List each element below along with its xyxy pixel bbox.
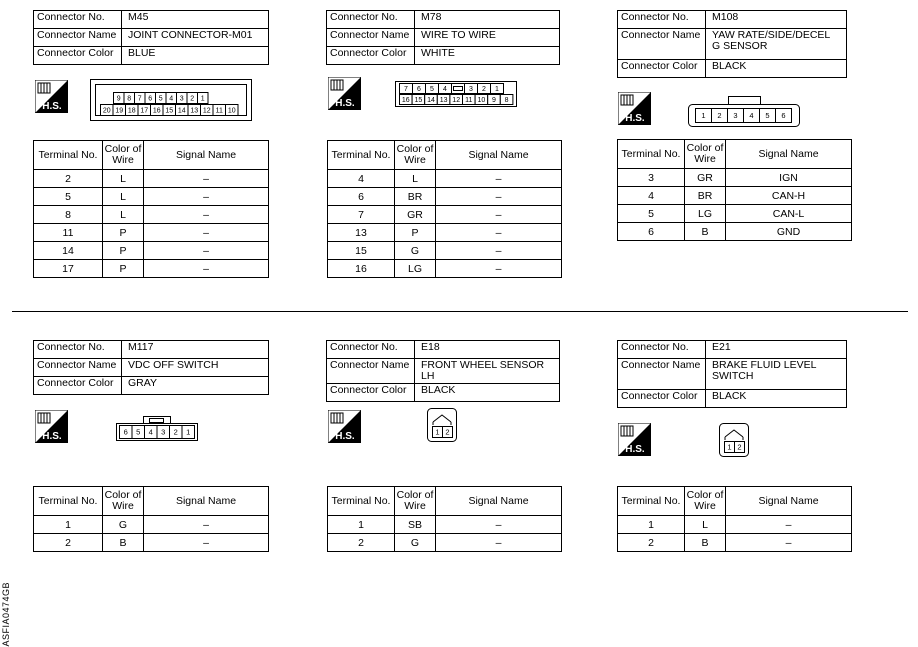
connector-name-label: Connector Name xyxy=(618,29,706,60)
table-row xyxy=(34,206,269,224)
signal-name-cell: – xyxy=(144,534,269,552)
signal-name-cell: CAN-L xyxy=(726,205,852,223)
connector-e18-face-diagram xyxy=(427,408,457,442)
pin-number: 6 xyxy=(148,95,153,103)
pin-number: 2 xyxy=(173,427,178,437)
connector-no-label: Connector No. xyxy=(34,11,122,29)
table-row xyxy=(618,169,852,187)
pin-number: 11 xyxy=(465,97,473,105)
signal-name-cell: GND xyxy=(726,223,852,241)
signal-name-cell: – xyxy=(436,170,562,188)
pin-number: 4 xyxy=(169,95,174,103)
table-row xyxy=(34,170,269,188)
connector-m45-pin-table xyxy=(33,140,269,278)
signal-name-cell: – xyxy=(436,260,562,278)
signal-name-cell: – xyxy=(726,534,852,552)
pin-number: 17 xyxy=(140,107,149,115)
pin-number: 3 xyxy=(161,427,166,437)
connector-color-label: Connector Color xyxy=(618,60,706,78)
wire-color-cell: LG xyxy=(685,205,726,223)
terminal-no-cell: 6 xyxy=(618,223,685,241)
connector-name-label: Connector Name xyxy=(34,359,122,377)
connector-name-label: Connector Name xyxy=(618,359,706,390)
wire-color-cell: GR xyxy=(395,206,436,224)
connector-color-label: Connector Color xyxy=(327,384,415,402)
pin-number: 13 xyxy=(439,97,448,105)
connector-color-label: Connector Color xyxy=(34,47,122,65)
connector-color-label: Connector Color xyxy=(327,47,415,65)
connector-no-label: Connector No. xyxy=(618,11,706,29)
connector-name-value: WIRE TO WIRE xyxy=(415,29,560,47)
wire-color-cell: G xyxy=(395,534,436,552)
connector-m108-pin-table xyxy=(617,139,852,241)
pin-number: 12 xyxy=(452,97,461,105)
wire-color-cell: G xyxy=(395,242,436,260)
signal-name-cell: – xyxy=(726,516,852,534)
signal-name-cell: IGN xyxy=(726,169,852,187)
connector-name-label: Connector Name xyxy=(34,29,122,47)
terminal-no-cell: 1 xyxy=(618,516,685,534)
terminal-no-cell: 2 xyxy=(34,170,103,188)
pin-number: 11 xyxy=(215,107,223,115)
pin-number: 1 xyxy=(200,95,205,103)
signal-name-cell: – xyxy=(144,188,269,206)
signal-name-header: Signal Name xyxy=(436,141,562,170)
connector-name-label: Connector Name xyxy=(327,29,415,47)
table-row xyxy=(328,242,562,260)
wire-color-cell: P xyxy=(103,224,144,242)
connector-e21-pin-table xyxy=(617,486,852,552)
connector-color-value: GRAY xyxy=(122,377,269,395)
pin-number: 10 xyxy=(477,97,486,105)
pin-number: 20 xyxy=(102,107,111,115)
color-of-wire-header: Color of Wire xyxy=(685,487,726,516)
wire-color-cell: LG xyxy=(395,260,436,278)
signal-name-cell: – xyxy=(436,242,562,260)
table-row xyxy=(34,516,269,534)
table-row xyxy=(618,205,852,223)
connector-name-label: Connector Name xyxy=(327,359,415,384)
terminal-no-cell: 2 xyxy=(618,534,685,552)
signal-name-cell: – xyxy=(144,516,269,534)
terminal-no-cell: 2 xyxy=(328,534,395,552)
harness-side-icon xyxy=(35,80,68,113)
table-row xyxy=(34,188,269,206)
terminal-no-cell: 4 xyxy=(618,187,685,205)
pin-number: 1 xyxy=(435,427,440,437)
connector-no-value: M45 xyxy=(122,11,269,29)
wire-color-cell: B xyxy=(685,534,726,552)
table-row xyxy=(328,260,562,278)
color-of-wire-header: Color of Wire xyxy=(395,487,436,516)
signal-name-header: Signal Name xyxy=(144,141,269,170)
wire-color-cell: L xyxy=(103,188,144,206)
table-row xyxy=(328,188,562,206)
pin-number: 15 xyxy=(414,97,423,105)
signal-name-cell: – xyxy=(436,206,562,224)
wire-color-cell: B xyxy=(685,223,726,241)
connector-color-value: WHITE xyxy=(415,47,560,65)
signal-name-cell: – xyxy=(436,516,562,534)
table-row xyxy=(618,223,852,241)
table-row xyxy=(328,224,562,242)
pin-number: 5 xyxy=(136,427,141,437)
hs-label: H.S. xyxy=(42,101,62,112)
connector-color-label: Connector Color xyxy=(618,390,706,408)
terminal-no-header: Terminal No. xyxy=(618,487,685,516)
connector-no-value: M117 xyxy=(122,341,269,359)
connector-e18-pin-table xyxy=(327,486,562,552)
wire-color-cell: B xyxy=(103,534,144,552)
hs-label: H.S. xyxy=(335,431,355,442)
connector-name-value: YAW RATE/SIDE/DECEL G SENSOR xyxy=(706,29,847,60)
signal-name-cell: – xyxy=(436,534,562,552)
table-row xyxy=(34,534,269,552)
pin-number: 5 xyxy=(158,95,163,103)
terminal-no-cell: 14 xyxy=(34,242,103,260)
terminal-no-header: Terminal No. xyxy=(328,141,395,170)
signal-name-header: Signal Name xyxy=(726,140,852,169)
pin-number: 1 xyxy=(701,111,706,121)
terminal-no-cell: 2 xyxy=(34,534,103,552)
connector-m108-face-diagram xyxy=(688,96,800,128)
wire-color-cell: L xyxy=(685,516,726,534)
pin-number: 6 xyxy=(417,86,421,94)
hs-label: H.S. xyxy=(335,98,355,109)
terminal-no-cell: 1 xyxy=(328,516,395,534)
wire-color-cell: G xyxy=(103,516,144,534)
pin-number: 3 xyxy=(179,95,184,103)
wire-color-cell: L xyxy=(103,170,144,188)
harness-side-icon xyxy=(328,410,361,443)
pin-number: 3 xyxy=(733,111,738,121)
terminal-no-cell: 8 xyxy=(34,206,103,224)
terminal-no-cell: 5 xyxy=(34,188,103,206)
terminal-no-cell: 16 xyxy=(328,260,395,278)
connector-color-value: BLACK xyxy=(706,390,847,408)
harness-side-icon xyxy=(328,77,361,110)
section-divider xyxy=(12,311,908,312)
signal-name-header: Signal Name xyxy=(726,487,852,516)
harness-side-icon xyxy=(618,92,651,125)
connector-m117-face-diagram xyxy=(116,413,198,441)
color-of-wire-header: Color of Wire xyxy=(103,141,144,170)
terminal-no-header: Terminal No. xyxy=(34,487,103,516)
connector-name-value: JOINT CONNECTOR-M01 xyxy=(122,29,269,47)
connector-color-value: BLACK xyxy=(706,60,847,78)
terminal-no-cell: 6 xyxy=(328,188,395,206)
pin-number: 9 xyxy=(492,97,496,105)
pin-number: 1 xyxy=(495,86,499,94)
signal-name-cell: CAN-H xyxy=(726,187,852,205)
wire-color-cell: SB xyxy=(395,516,436,534)
harness-side-icon xyxy=(618,423,651,456)
terminal-no-cell: 13 xyxy=(328,224,395,242)
connector-e21-face-diagram xyxy=(719,423,749,457)
pin-number: 8 xyxy=(127,95,132,103)
connector-m45-info xyxy=(33,10,269,65)
wire-color-cell: P xyxy=(395,224,436,242)
color-of-wire-header: Color of Wire xyxy=(103,487,144,516)
terminal-no-cell: 5 xyxy=(618,205,685,223)
wire-color-cell: BR xyxy=(685,187,726,205)
terminal-no-cell: 4 xyxy=(328,170,395,188)
pin-number: 14 xyxy=(177,107,186,115)
pin-number: 1 xyxy=(186,427,191,437)
connector-e21-info xyxy=(617,340,847,408)
connector-m117-info xyxy=(33,340,269,395)
connector-color-label: Connector Color xyxy=(34,377,122,395)
terminal-no-cell: 3 xyxy=(618,169,685,187)
connector-m78-pin-table xyxy=(327,140,562,278)
pin-number: 14 xyxy=(427,97,435,105)
terminal-no-header: Terminal No. xyxy=(328,487,395,516)
pin-number: 16 xyxy=(152,107,161,115)
pin-number: 5 xyxy=(430,86,434,94)
pin-number: 16 xyxy=(401,97,410,105)
wire-color-cell: P xyxy=(103,260,144,278)
connector-no-value: E21 xyxy=(706,341,847,359)
wire-color-cell: GR xyxy=(685,169,726,187)
harness-side-icon xyxy=(35,410,68,443)
table-row xyxy=(34,260,269,278)
connector-no-value: M78 xyxy=(415,11,560,29)
wire-color-cell: BR xyxy=(395,188,436,206)
color-of-wire-header: Color of Wire xyxy=(395,141,436,170)
signal-name-header: Signal Name xyxy=(436,487,562,516)
connector-m78-info xyxy=(326,10,560,65)
pin-number: 7 xyxy=(137,95,142,103)
connector-name-value: FRONT WHEEL SENSOR LH xyxy=(415,359,560,384)
pin-number: 2 xyxy=(445,427,450,437)
pin-number: 4 xyxy=(443,86,447,94)
hs-label: H.S. xyxy=(625,444,645,455)
pin-number: 7 xyxy=(404,86,408,94)
signal-name-cell: – xyxy=(144,170,269,188)
signal-name-cell: – xyxy=(144,206,269,224)
pin-number: 2 xyxy=(482,86,486,94)
wire-color-cell: L xyxy=(395,170,436,188)
connector-name-value: VDC OFF SWITCH xyxy=(122,359,269,377)
pin-number: 2 xyxy=(717,111,722,121)
table-row xyxy=(328,170,562,188)
connector-e18-info xyxy=(326,340,560,402)
color-of-wire-header: Color of Wire xyxy=(685,140,726,169)
connector-no-label: Connector No. xyxy=(327,11,415,29)
pin-number: 18 xyxy=(127,107,136,115)
pin-number: 4 xyxy=(148,427,153,437)
table-row xyxy=(618,534,852,552)
signal-name-cell: – xyxy=(436,188,562,206)
table-row xyxy=(328,516,562,534)
terminal-no-cell: 17 xyxy=(34,260,103,278)
terminal-no-cell: 7 xyxy=(328,206,395,224)
pin-number: 9 xyxy=(116,95,121,103)
pin-number: 12 xyxy=(202,107,211,115)
connector-no-label: Connector No. xyxy=(327,341,415,359)
figure-code: ASFIA0474GB xyxy=(1,582,11,647)
pin-number: 10 xyxy=(227,107,236,115)
pin-number: 4 xyxy=(749,111,754,121)
table-row xyxy=(34,224,269,242)
hs-label: H.S. xyxy=(42,431,62,442)
pin-number: 2 xyxy=(190,95,195,103)
connector-m78-face-diagram xyxy=(395,81,517,107)
pin-number: 2 xyxy=(737,442,742,452)
terminal-no-cell: 1 xyxy=(34,516,103,534)
connector-no-label: Connector No. xyxy=(34,341,122,359)
connector-no-label: Connector No. xyxy=(618,341,706,359)
table-row xyxy=(618,516,852,534)
table-row xyxy=(618,187,852,205)
connector-no-value: E18 xyxy=(415,341,560,359)
table-row xyxy=(328,206,562,224)
connector-m45-face-diagram xyxy=(90,79,252,121)
connector-color-value: BLACK xyxy=(415,384,560,402)
signal-name-cell: – xyxy=(144,260,269,278)
terminal-no-cell: 15 xyxy=(328,242,395,260)
signal-name-cell: – xyxy=(144,224,269,242)
pin-number: 8 xyxy=(504,97,509,105)
pin-number: 5 xyxy=(765,111,770,121)
hs-label: H.S. xyxy=(625,113,645,124)
wire-color-cell: L xyxy=(103,206,144,224)
signal-name-cell: – xyxy=(436,224,562,242)
pin-number: 13 xyxy=(190,107,199,115)
pin-number: 1 xyxy=(727,442,732,452)
pin-number: 6 xyxy=(123,427,128,437)
connector-color-value: BLUE xyxy=(122,47,269,65)
pin-number: 19 xyxy=(115,107,124,115)
terminal-no-header: Terminal No. xyxy=(618,140,685,169)
terminal-no-cell: 11 xyxy=(34,224,103,242)
connector-m117-pin-table xyxy=(33,486,269,552)
signal-name-header: Signal Name xyxy=(144,487,269,516)
pin-number: 3 xyxy=(469,86,473,94)
signal-name-cell: – xyxy=(144,242,269,260)
pin-number: 6 xyxy=(781,111,786,121)
table-row xyxy=(34,242,269,260)
connector-name-value: BRAKE FLUID LEVEL SWITCH xyxy=(706,359,847,390)
connector-no-value: M108 xyxy=(706,11,847,29)
connector-m108-info xyxy=(617,10,847,78)
pin-number: 15 xyxy=(165,107,174,115)
wire-color-cell: P xyxy=(103,242,144,260)
terminal-no-header: Terminal No. xyxy=(34,141,103,170)
table-row xyxy=(328,534,562,552)
